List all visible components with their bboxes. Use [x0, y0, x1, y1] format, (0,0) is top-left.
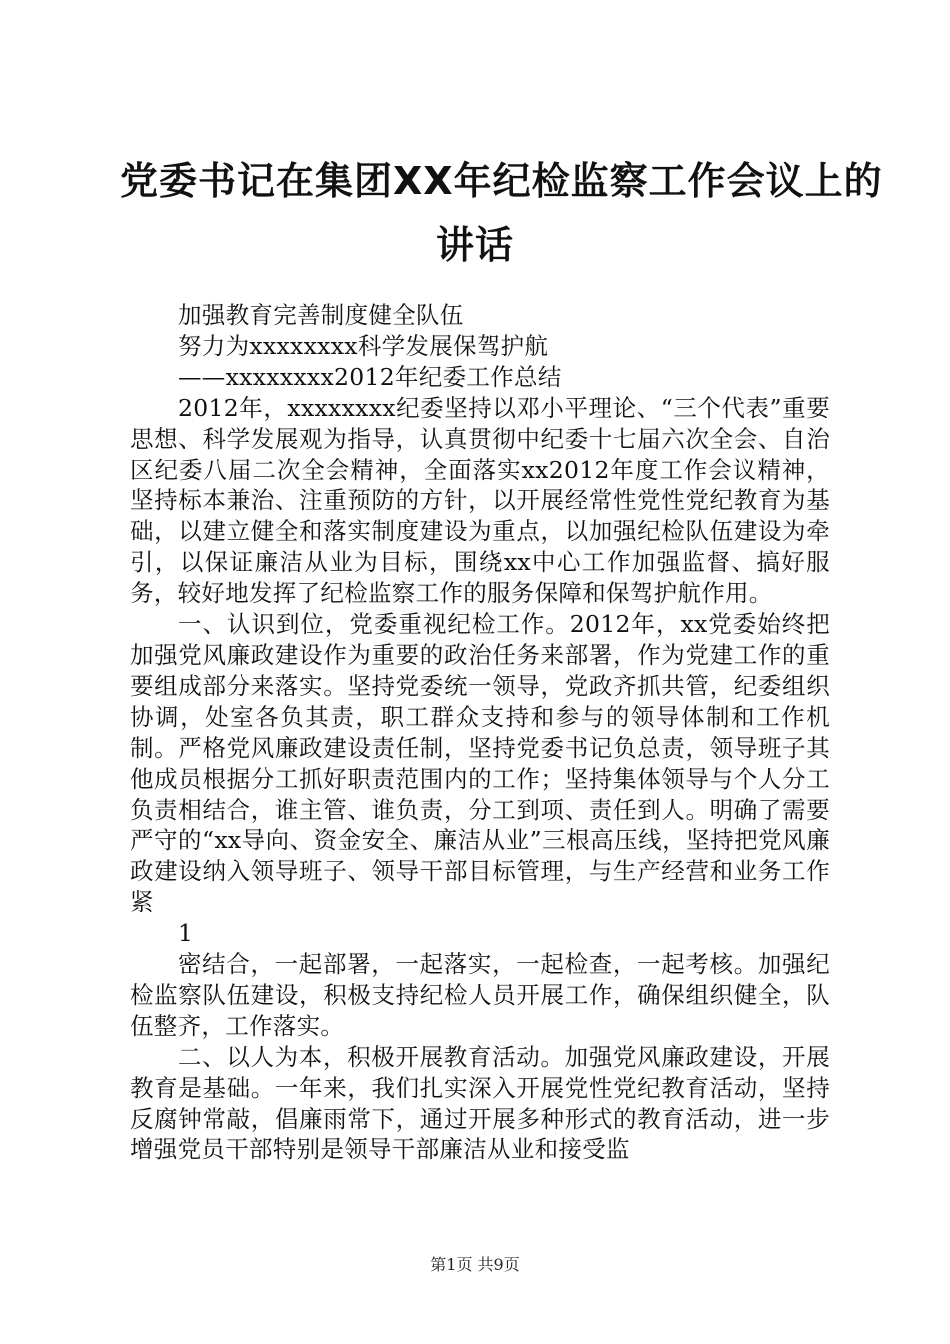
- subtitle-line: 努力为xxxxxxxx科学发展保驾护航: [178, 331, 549, 360]
- body-paragraph: 密结合，一起部署，一起落实，一起检查，一起考核。加强纪检监察队伍建设，积极支持纪检人员开展工作，确保组织健全，队伍整齐，工作落实。: [130, 950, 830, 1040]
- page-marker: 1: [178, 919, 194, 948]
- body-paragraph: 2012年，xxxxxxxx纪委坚持以邓小平理论、“三个代表”重要思想、科学发展观为指导，认真贯彻中纪委十七届六次全会、自治区纪委八届二次全会精神，全面落实xx2012年度工作会议精神，坚持标本兼治、注重预防的方针，以开展经常性党性党纪教育为基础，以建立健全和落实制度建设为重点，以加强纪检队伍建设为牵引，以保证廉洁从业为目标，围绕xx中心工作加强监督、搞好服务，较好地发挥了纪检监察工作的服务保障和保驾护航作用。: [130, 393, 830, 608]
- body-paragraph: 二、以人为本，积极开展教育活动。加强党风廉政建设，开展教育是基础。一年来，我们扎实深入开展党性党纪教育活动，坚持反腐钟常敲，倡廉雨常下，通过开展多种形式的教育活动，进一步增强党员干部特别是领导干部廉洁从业和接受监: [130, 1042, 830, 1164]
- body-paragraph: 一、认识到位，党委重视纪检工作。2012年，xx党委始终把加强党风廉政建设作为重要的政治任务来部署，作为党建工作的重要组成部分来落实。坚持党委统一领导，党政齐抓共管，纪委组织协调，处室各负其责，职工群众支持和参与的领导体制和工作机制。严格党风廉政建设责任制，坚持党委书记负总责，领导班子其他成员根据分工抓好职责范围内的工作；坚持集体领导与个人分工负责相结合，谁主管、谁负责，分工到项、责任到人。明确了需要严守的“xx导向、资金安全、廉洁从业”三根高压线，坚持把党风廉政建设纳入领导班子、领导干部目标管理，与生产经营和业务工作紧: [130, 610, 830, 917]
- subtitle-line: ——xxxxxxxx2012年纪委工作总结: [178, 362, 562, 391]
- document-title-line1: 党委书记在集团XX年纪检监察工作会议上的: [120, 159, 883, 203]
- document-title-line2: 讲话: [435, 223, 514, 267]
- subtitle-line: 加强教育完善制度健全队伍: [178, 301, 464, 329]
- page-footer: 第1页 共9页: [430, 1255, 520, 1274]
- document-body: [130, 300, 830, 1165]
